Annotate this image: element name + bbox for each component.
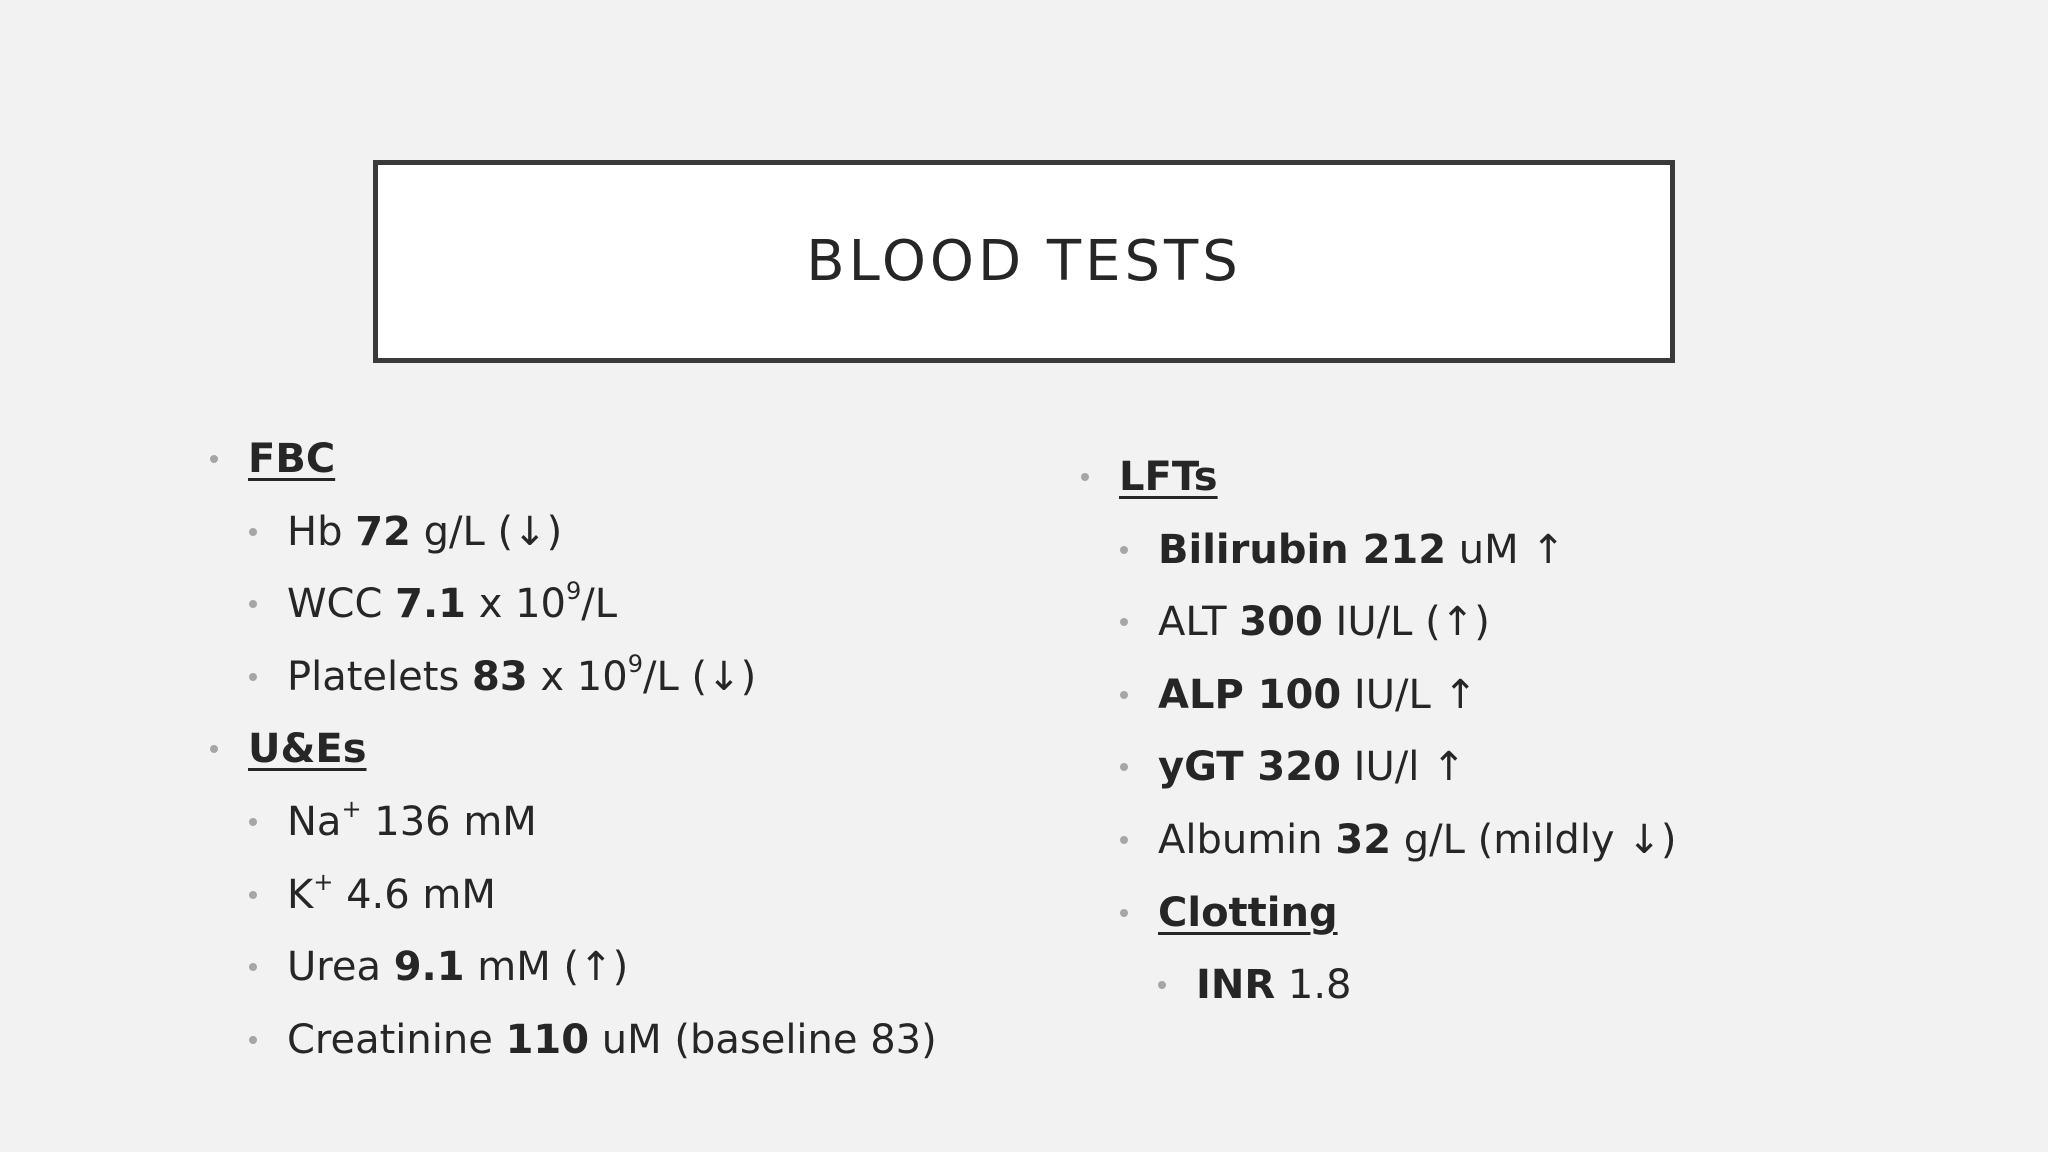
- albumin-text: Albumin 32 g/L (mildly ↓): [1158, 817, 1677, 863]
- urea-text: Urea 9.1 mM (↑): [287, 944, 629, 990]
- slide-title: BLOOD TESTS: [806, 229, 1242, 294]
- bullet-icon: [210, 723, 220, 775]
- alt-text: ALT 300 IU/L (↑): [1158, 599, 1490, 645]
- platelets-text: Platelets 83 x $10^9/L$ (↓): [287, 649, 757, 700]
- bullet-icon: [1158, 959, 1168, 1011]
- alp-text: ALP 100 IU/L ↑: [1158, 672, 1477, 718]
- bullet-icon: [1120, 669, 1130, 721]
- ygt-text: yGT 320 IU/l ↑: [1158, 744, 1466, 790]
- bullet-icon: [249, 796, 259, 848]
- bullet-icon: [249, 578, 259, 630]
- inr-text: INR 1.8: [1196, 962, 1352, 1008]
- bullet-icon: [1081, 451, 1091, 503]
- ues-heading: U&Es: [248, 726, 367, 772]
- bullet-icon: [249, 869, 259, 921]
- fbc-heading: FBC: [248, 436, 336, 482]
- clotting-heading: Clotting: [1158, 890, 1338, 936]
- bullet-icon: [1120, 596, 1130, 648]
- creatinine-text: Creatinine 110 uM (baseline 83): [287, 1017, 937, 1063]
- na-text: Na+ 136 mM: [287, 794, 537, 845]
- bullet-icon: [1120, 814, 1130, 866]
- bilirubin-text: Bilirubin 212 uM ↑: [1158, 527, 1565, 573]
- bullet-icon: [249, 1014, 259, 1066]
- bullet-icon: [249, 506, 259, 558]
- bullet-icon: [249, 651, 259, 703]
- bullet-icon: [249, 941, 259, 993]
- bullet-icon: [1120, 741, 1130, 793]
- wcc-text: WCC 7.1 x $10^9/L$: [287, 576, 618, 627]
- lfts-heading: LFTs: [1119, 454, 1218, 500]
- hb-text: Hb 72 g/L (↓): [287, 509, 563, 555]
- title-box: [373, 160, 1675, 363]
- k-text: K+ 4.6 mM: [287, 867, 496, 918]
- bullet-icon: [210, 433, 220, 485]
- bullet-icon: [1120, 887, 1130, 939]
- bullet-icon: [1120, 524, 1130, 576]
